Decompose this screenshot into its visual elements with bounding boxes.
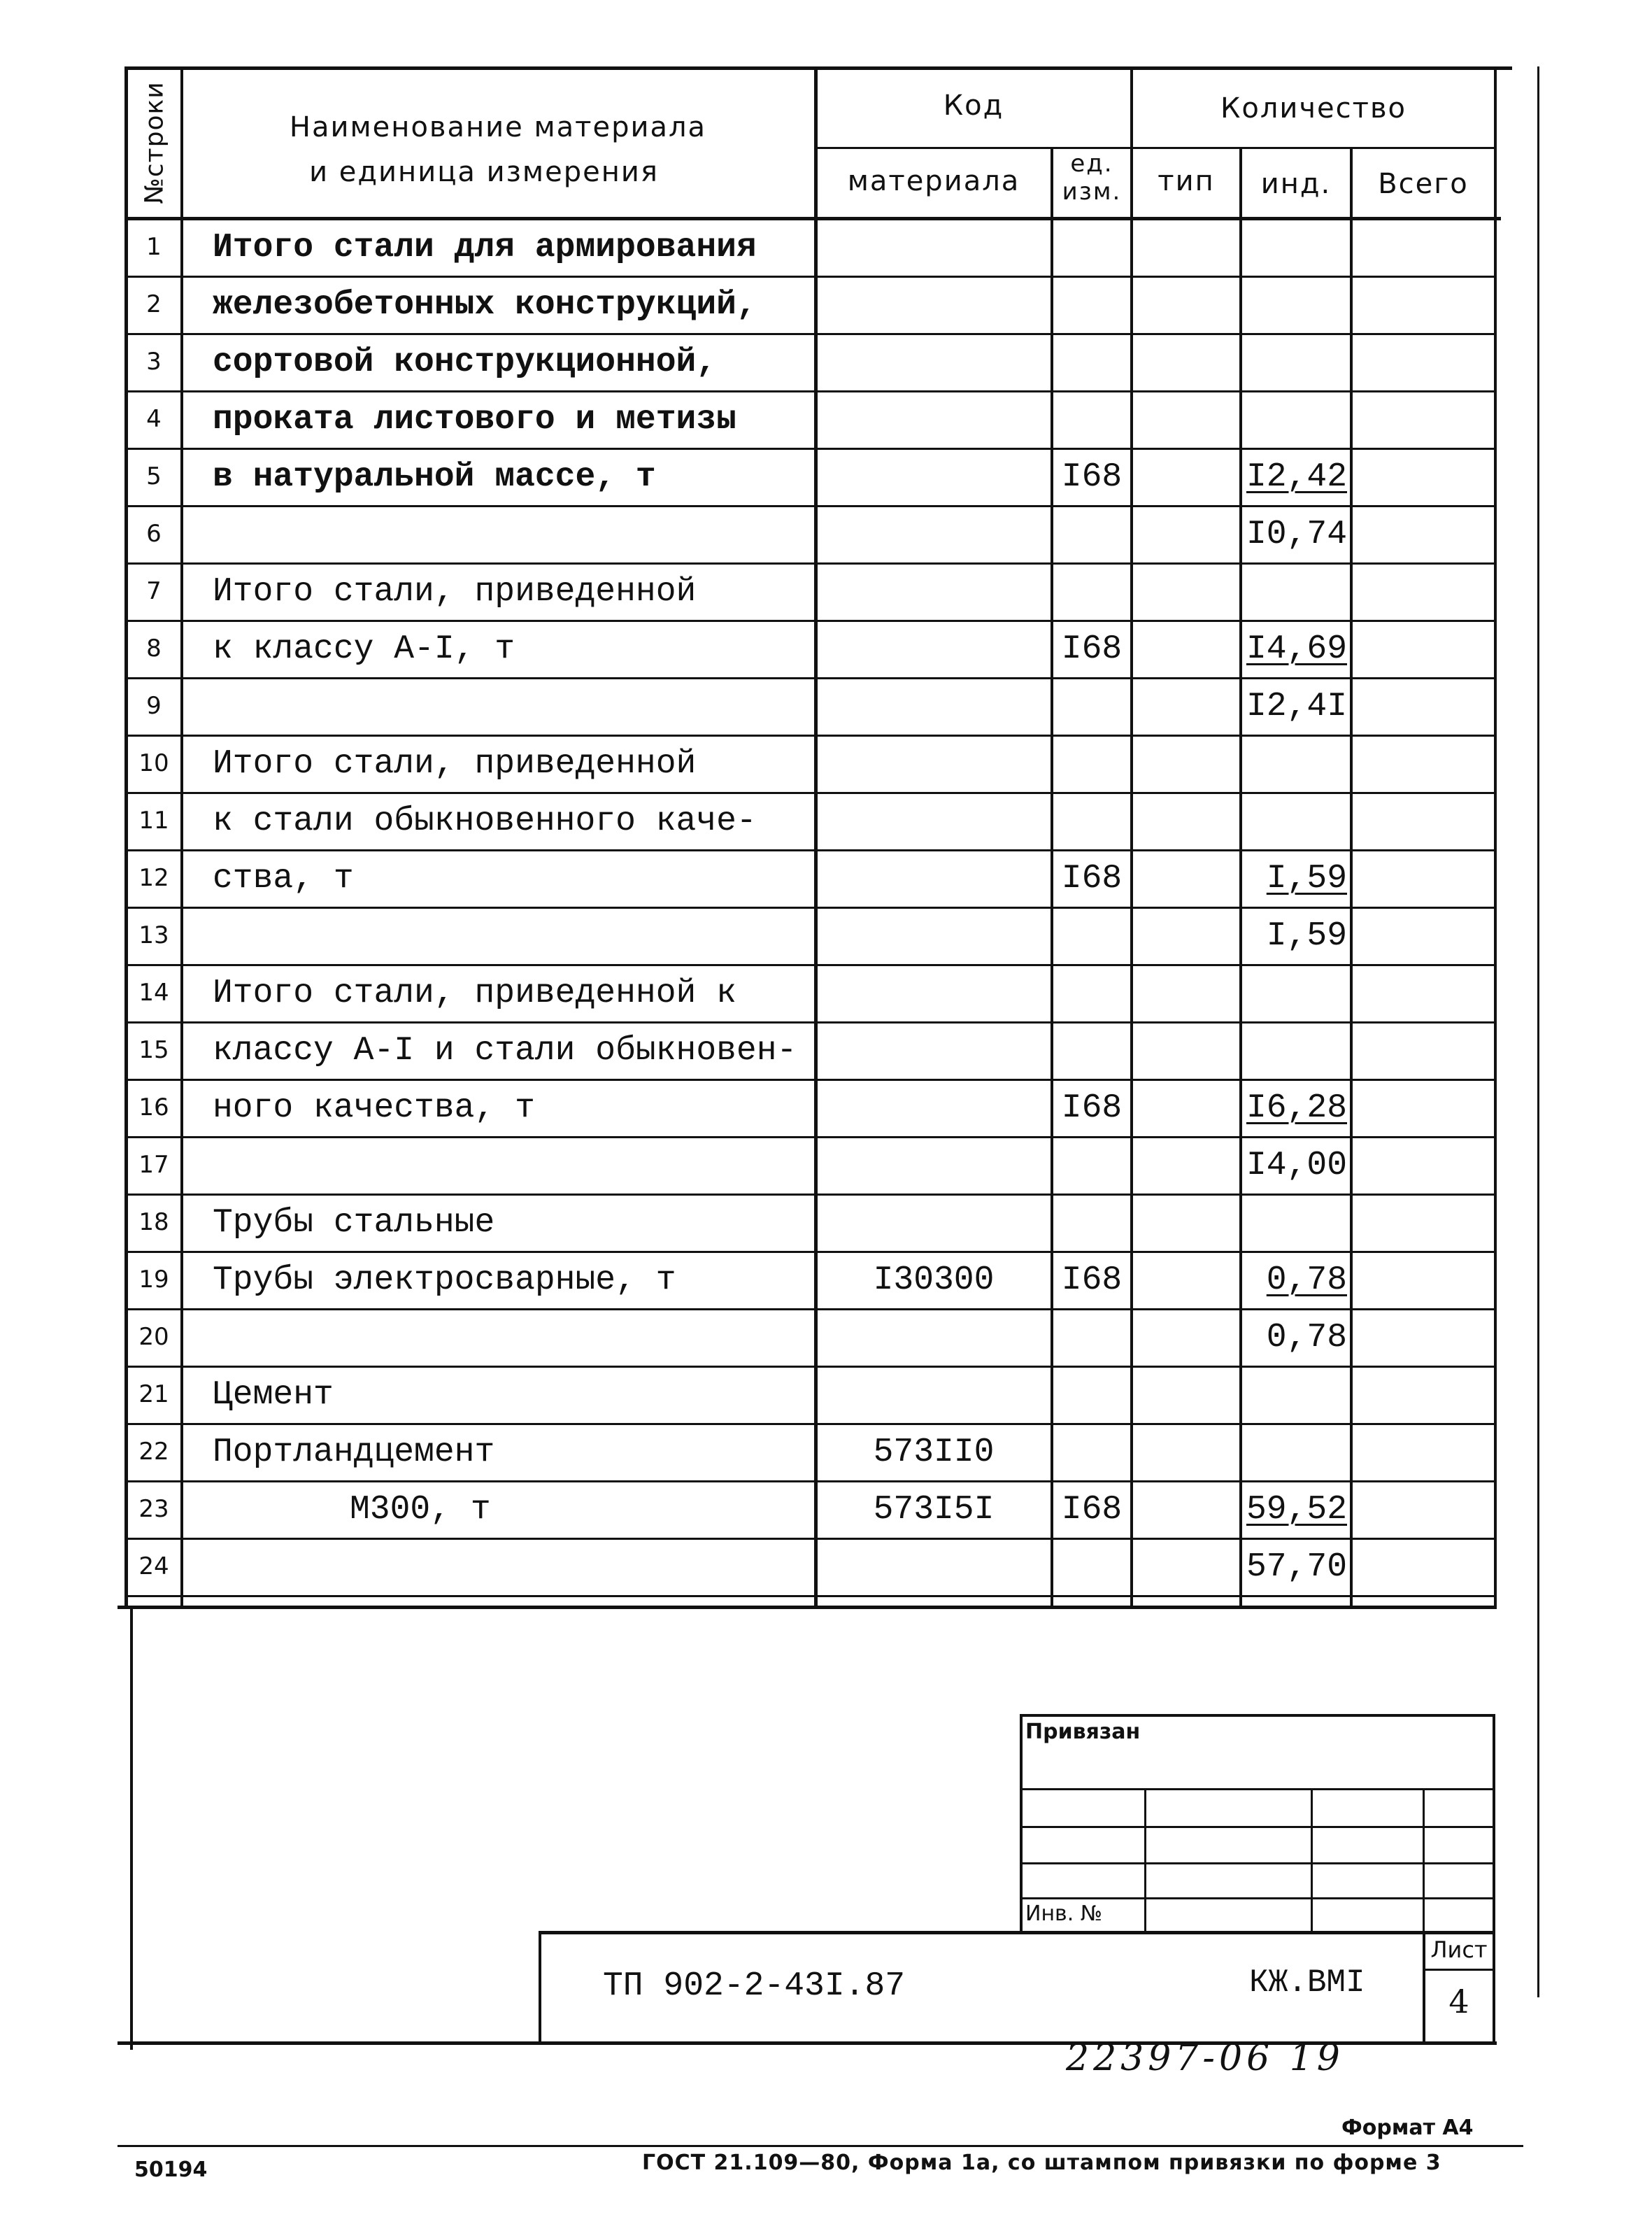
- name-header-line2: и единица измерения: [309, 156, 659, 188]
- table-row: [0, 450, 1539, 507]
- material-code: I30300: [873, 1261, 995, 1299]
- table-row: [0, 220, 1539, 278]
- material-code: 573I5I: [873, 1491, 995, 1529]
- table-row: [0, 1310, 1539, 1368]
- row-number: 10: [138, 749, 169, 777]
- row-number: 19: [138, 1266, 169, 1294]
- table-row: [0, 1138, 1539, 1196]
- column-header-type: тип: [1158, 165, 1215, 197]
- sheet-number: 4: [1448, 1983, 1469, 2020]
- material-name: Итого стали, приведенной к: [213, 975, 736, 1012]
- row-number: 6: [146, 520, 162, 548]
- row-number: 7: [146, 577, 162, 605]
- table-row: [0, 565, 1539, 622]
- material-name: классу А-I и стали обыкновен-: [213, 1032, 797, 1070]
- quantity-ind: I2,42: [1246, 458, 1347, 496]
- table-row: [0, 622, 1539, 679]
- material-code: 573II0: [873, 1433, 995, 1471]
- column-header-code-material: материала: [847, 165, 1020, 197]
- row-number: 24: [138, 1552, 169, 1580]
- quantity-ind: I,59: [1266, 860, 1347, 898]
- handwritten-archive-number: 22397-06 19: [1066, 2037, 1344, 2079]
- stamp-privyazan-label: Привязан: [1025, 1720, 1141, 1744]
- unit-code: I68: [1061, 458, 1123, 496]
- unit-code: I68: [1061, 1261, 1123, 1299]
- table-row: [0, 851, 1539, 909]
- name-header-line1: Наименование материала: [289, 111, 707, 143]
- material-name: проката листового и метизы: [213, 401, 736, 439]
- row-number: 21: [138, 1380, 169, 1408]
- quantity-ind: I4,00: [1246, 1147, 1347, 1184]
- row-number: 13: [138, 921, 169, 949]
- row-number: 20: [138, 1323, 169, 1351]
- row-number: 11: [138, 807, 169, 835]
- row-number: 16: [138, 1093, 169, 1121]
- table-row: [0, 966, 1539, 1024]
- row-number: 18: [138, 1208, 169, 1236]
- column-header-quantity: Количество: [1220, 92, 1407, 125]
- row-number: 12: [138, 864, 169, 892]
- material-name: к стали обыкновенного каче-: [213, 802, 757, 840]
- table-row: [0, 794, 1539, 851]
- material-name: к классу А-I, т: [213, 630, 515, 668]
- material-name: ства, т: [213, 860, 354, 898]
- row-number: 15: [138, 1036, 169, 1064]
- row-number-header-label: №строки: [140, 81, 169, 204]
- row-number: 1: [146, 233, 162, 261]
- quantity-ind: I6,28: [1246, 1089, 1347, 1127]
- material-name: Итого стали, приведенной: [213, 745, 697, 783]
- table-row: [0, 679, 1539, 737]
- column-header-total: Всего: [1378, 168, 1469, 200]
- row-number: 22: [138, 1438, 169, 1466]
- row-number: 5: [146, 462, 162, 490]
- material-name: Трубы электросварные, т: [213, 1261, 676, 1299]
- unit-code: I68: [1061, 860, 1123, 898]
- column-header-name: [183, 105, 813, 194]
- table-row: [0, 737, 1539, 794]
- quantity-ind: I,59: [1266, 917, 1347, 955]
- row-number: 2: [146, 290, 162, 318]
- table-row: [0, 278, 1539, 335]
- quantity-ind: 0,78: [1266, 1319, 1347, 1357]
- stamp-inv-no-label: Инв. №: [1025, 1901, 1103, 1926]
- table-row: [0, 1368, 1539, 1425]
- table-row: [0, 335, 1539, 392]
- material-name: Портландцемент: [213, 1433, 495, 1471]
- unit-code: I68: [1061, 630, 1123, 668]
- row-number: 3: [146, 348, 162, 376]
- material-name: в натуральной массе, т: [213, 458, 656, 496]
- table-row: [0, 909, 1539, 966]
- footer-gost-text: ГОСТ 21.109—80, Форма 1а, со штампом привязки по форме 3: [642, 2151, 1441, 2175]
- material-name: Цемент: [213, 1376, 334, 1414]
- table-row: [0, 1196, 1539, 1253]
- quantity-ind: I2,4I: [1246, 688, 1347, 725]
- row-number: 14: [138, 979, 169, 1007]
- column-header-code: Код: [943, 90, 1004, 122]
- quantity-ind: I0,74: [1246, 516, 1347, 553]
- table-row: [0, 392, 1539, 450]
- unit-code: I68: [1061, 1491, 1123, 1529]
- table-row: [0, 507, 1539, 565]
- row-number: 23: [138, 1495, 169, 1523]
- quantity-ind: 57,70: [1246, 1548, 1347, 1586]
- column-header-code-unit: ед. изм.: [1062, 150, 1122, 206]
- quantity-ind: I4,69: [1246, 630, 1347, 668]
- table-row: [0, 1540, 1539, 1597]
- material-name: Трубы стальные: [213, 1204, 495, 1242]
- table-row: [0, 1425, 1539, 1482]
- table-row: [0, 1081, 1539, 1138]
- unit-code: I68: [1061, 1089, 1123, 1127]
- document-number: ТП 902-2-43I.87: [603, 1967, 906, 2005]
- material-name: Итого стали, приведенной: [213, 573, 697, 611]
- row-number: 8: [146, 635, 162, 663]
- material-name: ного качества, т: [213, 1089, 535, 1127]
- column-header-ind: инд.: [1260, 168, 1332, 200]
- material-name: железобетонных конструкций,: [213, 286, 757, 324]
- table-row: [0, 1482, 1539, 1540]
- document-code: КЖ.ВМI: [1249, 1964, 1365, 2001]
- table-row: [0, 1024, 1539, 1081]
- row-number: 4: [146, 405, 162, 433]
- table-row: [0, 1253, 1539, 1310]
- sheet-label: Лист: [1430, 1936, 1488, 1963]
- format-label: Формат А4: [1341, 2116, 1474, 2140]
- material-name: Итого стали для армирования: [213, 229, 757, 267]
- row-number: 9: [146, 692, 162, 720]
- footer-left-code: 50194: [134, 2158, 208, 2182]
- material-name: сортовой конструкционной,: [213, 343, 717, 381]
- material-name: М300, т: [350, 1491, 491, 1529]
- row-number: 17: [138, 1151, 169, 1179]
- quantity-ind: 0,78: [1266, 1261, 1347, 1299]
- quantity-ind: 59,52: [1246, 1491, 1347, 1529]
